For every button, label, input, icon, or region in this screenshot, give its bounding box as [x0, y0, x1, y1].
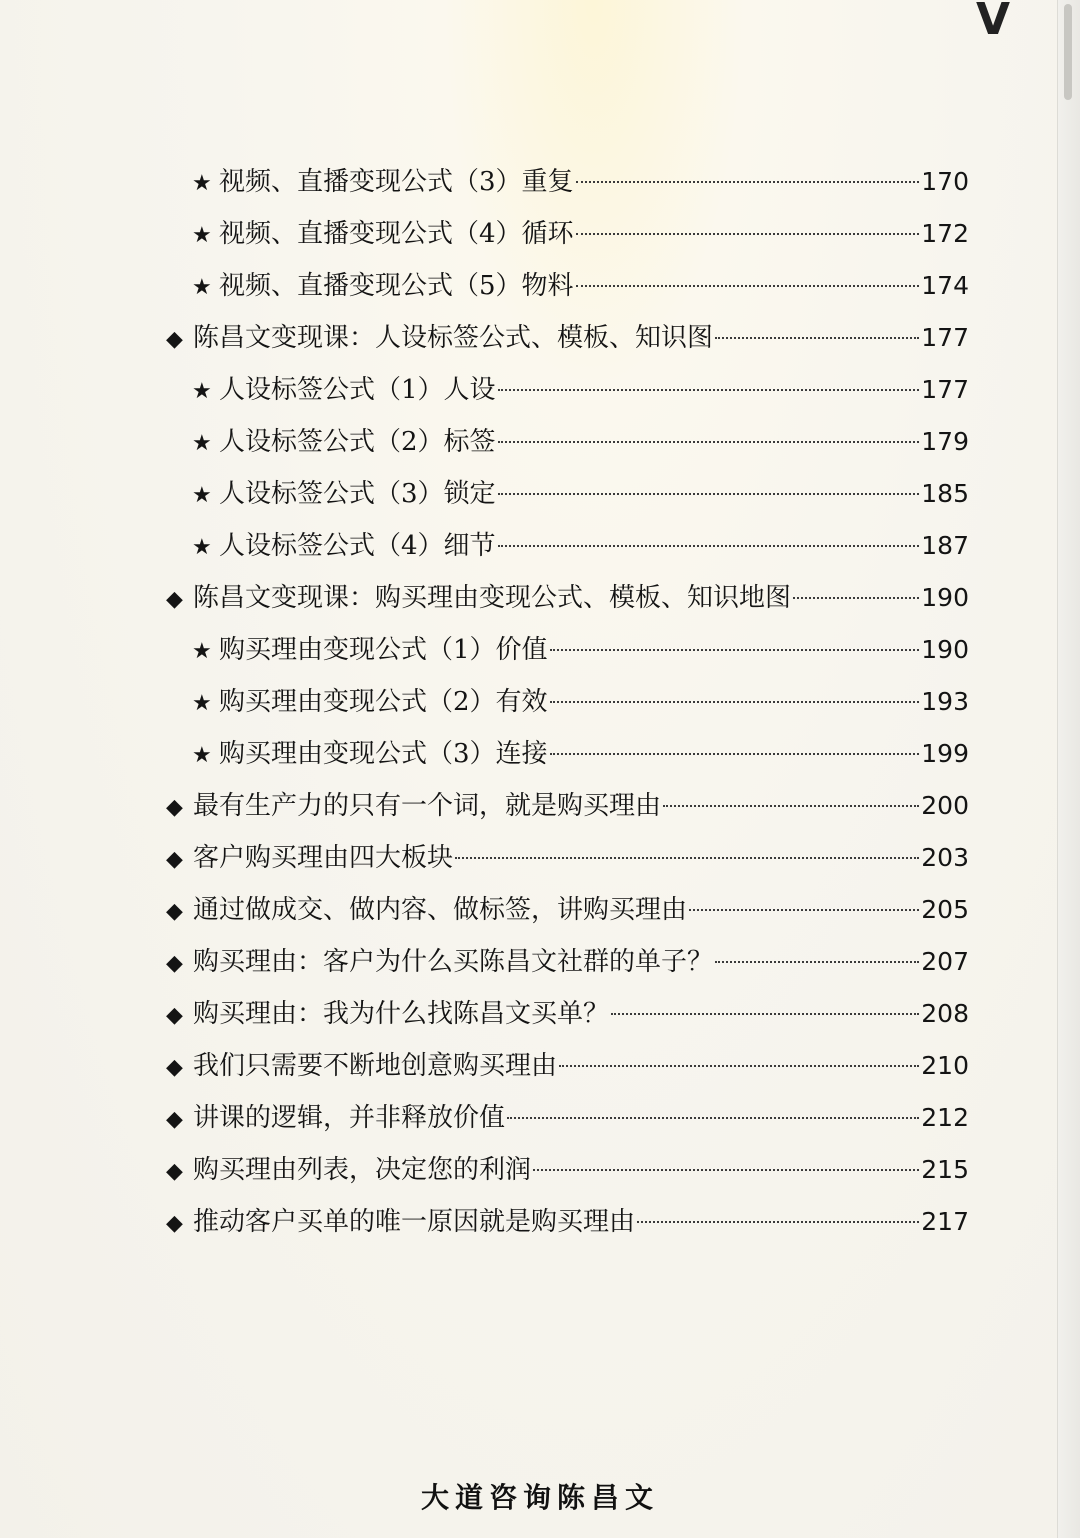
toc-entry[interactable] — [166, 780, 969, 832]
diamond-bullet-icon: ◆ — [166, 327, 183, 352]
diamond-bullet-icon: ◆ — [166, 1055, 183, 1080]
toc-entry-title: 人设标签公式（4）细节 — [219, 531, 496, 561]
diamond-bullet-icon: ◆ — [166, 1159, 183, 1184]
toc-entry-page-number: 172 — [921, 219, 969, 248]
toc-entry-title: 我们只需要不断地创意购买理由 — [193, 1051, 558, 1081]
toc-entry[interactable] — [166, 1092, 969, 1144]
toc-entry-page-number: 170 — [921, 167, 969, 196]
toc-entry[interactable] — [166, 936, 969, 988]
diamond-bullet-icon: ◆ — [166, 587, 183, 612]
toc-entry[interactable] — [192, 416, 969, 468]
star-bullet-icon: ★ — [192, 171, 212, 196]
star-bullet-icon: ★ — [192, 379, 212, 404]
toc-entry-page-number: 210 — [921, 1051, 969, 1080]
toc-entry-page-number: 174 — [921, 271, 969, 300]
star-bullet-icon: ★ — [192, 275, 212, 300]
page-number: V — [976, 0, 1011, 45]
diamond-bullet-icon: ◆ — [166, 795, 183, 820]
dot-leader — [498, 545, 920, 547]
toc-entry-title: 人设标签公式（3）锁定 — [219, 479, 496, 509]
diamond-bullet-icon: ◆ — [166, 847, 183, 872]
toc-entry-title: 陈昌文变现课：人设标签公式、模板、知识图 — [193, 323, 714, 353]
dot-leader — [689, 909, 919, 911]
toc-entry[interactable] — [166, 1144, 969, 1196]
toc-entry-page-number: 190 — [921, 583, 969, 612]
dot-leader — [550, 649, 920, 651]
toc-entry[interactable] — [192, 676, 969, 728]
toc-entry-title: 陈昌文变现课：购买理由变现公式、模板、知识地图 — [193, 583, 792, 613]
star-bullet-icon: ★ — [192, 743, 212, 768]
scrollbar-thumb[interactable] — [1064, 4, 1072, 100]
toc-entry-page-number: 207 — [921, 947, 969, 976]
toc-entry[interactable] — [166, 1196, 969, 1248]
toc-entry-page-number: 177 — [921, 375, 969, 404]
toc-entry-page-number: 185 — [921, 479, 969, 508]
toc-entry-title: 视频、直播变现公式（3）重复 — [219, 167, 574, 197]
dot-leader — [507, 1117, 919, 1119]
star-bullet-icon: ★ — [192, 639, 212, 664]
star-bullet-icon: ★ — [192, 535, 212, 560]
toc-entry[interactable] — [192, 156, 969, 208]
star-bullet-icon: ★ — [192, 223, 212, 248]
diamond-bullet-icon: ◆ — [166, 1107, 183, 1132]
dot-leader — [663, 805, 919, 807]
star-bullet-icon: ★ — [192, 431, 212, 456]
toc-entry[interactable] — [166, 572, 969, 624]
toc-entry-title: 推动客户买单的唯一原因就是购买理由 — [193, 1207, 636, 1237]
toc-entry[interactable] — [166, 832, 969, 884]
toc-entry[interactable] — [192, 728, 969, 780]
dot-leader — [715, 961, 919, 963]
toc-entry-title: 购买理由：客户为什么买陈昌文社群的单子？ — [193, 947, 714, 977]
toc-entry[interactable] — [166, 988, 969, 1040]
dot-leader — [559, 1065, 919, 1067]
toc-entry-title: 客户购买理由四大板块 — [193, 843, 454, 873]
toc-entry-page-number: 190 — [921, 635, 969, 664]
dot-leader — [498, 493, 920, 495]
dot-leader — [793, 597, 919, 599]
toc-entry[interactable] — [192, 364, 969, 416]
dot-leader — [498, 441, 920, 443]
toc-entry-title: 通过做成交、做内容、做标签，讲购买理由 — [193, 895, 688, 925]
dot-leader — [550, 701, 920, 703]
toc-entry-page-number: 187 — [921, 531, 969, 560]
toc-entry-title: 最有生产力的只有一个词，就是购买理由 — [193, 791, 662, 821]
diamond-bullet-icon: ◆ — [166, 1003, 183, 1028]
diamond-bullet-icon: ◆ — [166, 951, 183, 976]
toc-entry[interactable] — [192, 468, 969, 520]
toc-entry-title: 购买理由变现公式（2）有效 — [219, 687, 548, 717]
toc-entry-page-number: 200 — [921, 791, 969, 820]
toc-entry-page-number: 193 — [921, 687, 969, 716]
star-bullet-icon: ★ — [192, 483, 212, 508]
diamond-bullet-icon: ◆ — [166, 899, 183, 924]
diamond-bullet-icon: ◆ — [166, 1211, 183, 1236]
dot-leader — [576, 285, 920, 287]
toc-entry-page-number: 203 — [921, 843, 969, 872]
toc-entry-page-number: 205 — [921, 895, 969, 924]
dot-leader — [576, 233, 920, 235]
toc-entry-page-number: 177 — [921, 323, 969, 352]
toc-entry[interactable] — [166, 312, 969, 364]
toc-entry-page-number: 208 — [921, 999, 969, 1028]
toc-entry-title: 购买理由变现公式（1）价值 — [219, 635, 548, 665]
toc-entry-title: 人设标签公式（2）标签 — [219, 427, 496, 457]
toc-entry-title: 视频、直播变现公式（4）循环 — [219, 219, 574, 249]
toc-entry-title: 购买理由：我为什么找陈昌文买单？ — [193, 999, 610, 1029]
dot-leader — [498, 389, 920, 391]
toc-entry-page-number: 199 — [921, 739, 969, 768]
scrollbar[interactable] — [1057, 0, 1080, 1538]
footer-author: 大道咨询陈昌文 — [420, 1481, 659, 1514]
toc-entry-page-number: 215 — [921, 1155, 969, 1184]
toc-entry-title: 讲课的逻辑，并非释放价值 — [193, 1103, 506, 1133]
star-bullet-icon: ★ — [192, 691, 212, 716]
toc-entry[interactable] — [166, 1040, 969, 1092]
dot-leader — [576, 181, 920, 183]
dot-leader — [455, 857, 919, 859]
dot-leader — [611, 1013, 919, 1015]
toc-entry[interactable] — [166, 884, 969, 936]
toc-entry[interactable] — [192, 624, 969, 676]
toc-entry-title: 视频、直播变现公式（5）物料 — [219, 271, 574, 301]
toc-entry-title: 购买理由变现公式（3）连接 — [219, 739, 548, 769]
toc-entry[interactable] — [192, 520, 969, 572]
toc-entry-page-number: 179 — [921, 427, 969, 456]
toc-entry[interactable] — [192, 260, 969, 312]
dot-leader — [533, 1169, 919, 1171]
toc-entry-title: 购买理由列表，决定您的利润 — [193, 1155, 532, 1185]
toc-entry-page-number: 212 — [921, 1103, 969, 1132]
toc-entry-page-number: 217 — [921, 1207, 969, 1236]
toc-entry[interactable] — [192, 208, 969, 260]
toc-entry-title: 人设标签公式（1）人设 — [219, 375, 496, 405]
dot-leader — [550, 753, 920, 755]
dot-leader — [715, 337, 919, 339]
dot-leader — [637, 1221, 919, 1223]
